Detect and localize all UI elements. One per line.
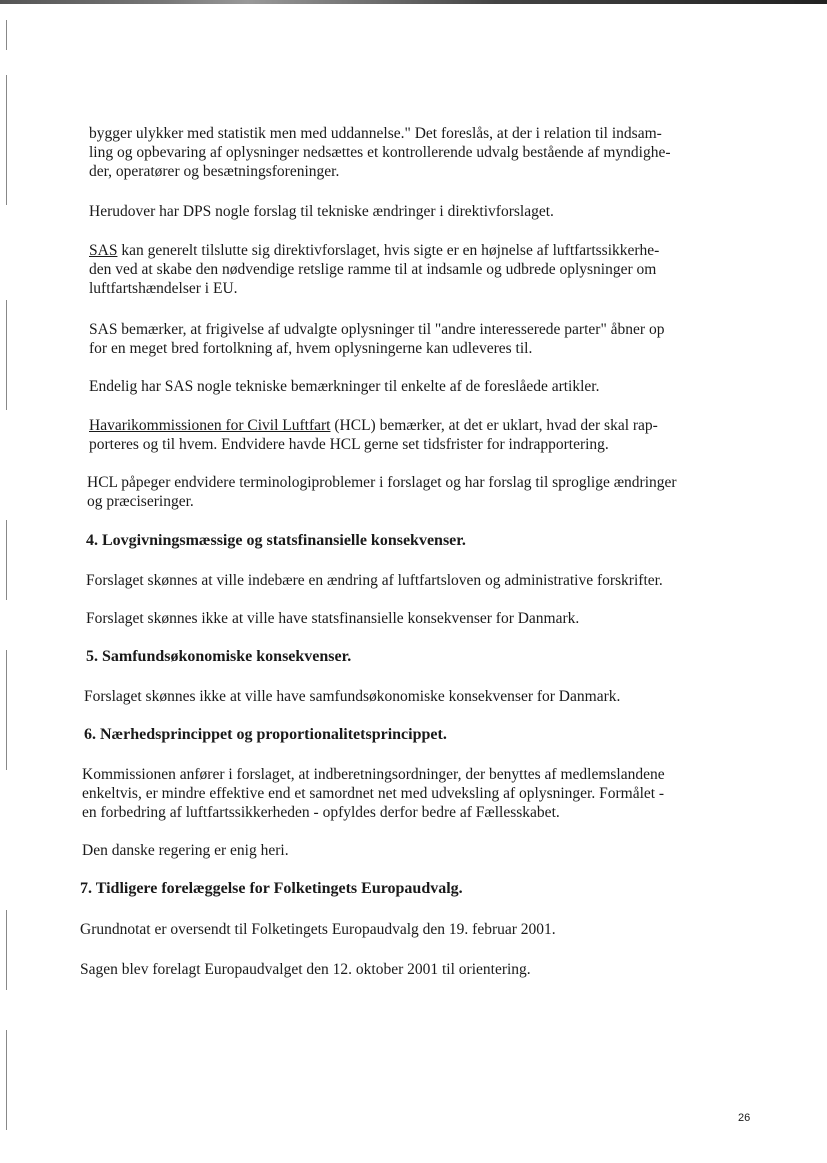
scan-edge-left-mark xyxy=(6,520,7,600)
scan-edge-left-mark xyxy=(6,1030,7,1130)
paragraph-line: Forslaget skønnes at ville indebære en ændring af luftfartsloven og administrative forskrifter. xyxy=(86,572,663,589)
scan-edge-left-mark xyxy=(6,650,7,770)
paragraph-line: der, operatører og besætningsforeninger. xyxy=(89,163,340,180)
sas-link[interactable]: SAS xyxy=(89,242,118,259)
paragraph-line: Herudover har DPS nogle forslag til tekniske ændringer i direktivforslaget. xyxy=(89,203,554,220)
scan-edge-top xyxy=(0,0,827,4)
page-number: 26 xyxy=(738,1112,751,1124)
paragraph-text: kan generelt tilslutte sig direktivforslaget, hvis sigte er en højnelse af luftfartssikkerhe- xyxy=(117,242,660,259)
paragraph-line: Endelig har SAS nogle tekniske bemærkninger til enkelte af de foreslåede artikler. xyxy=(89,378,600,395)
paragraph-line: bygger ulykker med statistik men med uddannelse." Det foreslås, at der i relation til indsam- xyxy=(89,125,662,142)
scan-edge-left-mark xyxy=(6,300,7,410)
scan-edge-left-mark xyxy=(6,910,7,990)
scan-edge-left-mark xyxy=(6,75,7,205)
paragraph-line: og præciseringer. xyxy=(87,493,194,510)
section-heading: 5. Samfundsøkonomiske konsekvenser. xyxy=(86,648,352,665)
paragraph-text: (HCL) bemærker, at det er uklart, hvad der skal rap- xyxy=(330,417,658,434)
paragraph-line: ling og opbevaring af oplysninger nedsættes et kontrollerende udvalg bestående af myndighe- xyxy=(89,144,671,161)
paragraph-line: Den danske regering er enig heri. xyxy=(82,842,289,859)
section-heading: 7. Tidligere forelæggelse for Folketingets Europaudvalg. xyxy=(80,880,463,897)
paragraph-line: den ved at skabe den nødvendige retslige ramme til at indsamle og udbrede oplysninger om xyxy=(89,261,657,278)
paragraph-line xyxy=(89,241,659,260)
paragraph-line: for en meget bred fortolkning af, hvem oplysningerne kan udleveres til. xyxy=(89,340,533,357)
paragraph-line xyxy=(89,416,658,435)
paragraph-line: Forslaget skønnes ikke at ville have statsfinansielle konsekvenser for Danmark. xyxy=(86,610,580,627)
section-heading: 4. Lovgivningsmæssige og statsfinansielle konsekvenser. xyxy=(86,532,466,549)
section-heading: 6. Nærhedsprincippet og proportionalitetsprincippet. xyxy=(84,726,447,743)
paragraph-line: Sagen blev forelagt Europaudvalget den 12. oktober 2001 til orientering. xyxy=(80,961,531,978)
paragraph-line: SAS bemærker, at frigivelse af udvalgte oplysninger til "andre interesserede parter" åbner op xyxy=(89,321,665,338)
paragraph-line: Kommissionen anfører i forslaget, at indberetningsordninger, der benyttes af medlemslandene xyxy=(82,766,665,783)
hcl-link[interactable]: Havarikommissionen for Civil Luftfart xyxy=(89,417,331,434)
scan-edge-left-mark xyxy=(6,20,7,50)
paragraph-line: HCL påpeger endvidere terminologiproblemer i forslaget og har forslag til sproglige ændringer xyxy=(87,474,677,491)
paragraph-line: enkeltvis, er mindre effektive end et samordnet net med udveksling af oplysninger. Formålet - xyxy=(82,785,665,802)
paragraph-line: Forslaget skønnes ikke at ville have samfundsøkonomiske konsekvenser for Danmark. xyxy=(84,688,621,705)
paragraph-line: porteres og til hvem. Endvidere havde HCL gerne set tidsfrister for indrapportering. xyxy=(89,436,609,453)
paragraph-line: en forbedring af luftfartssikkerheden - opfyldes derfor bedre af Fællesskabet. xyxy=(82,804,560,821)
paragraph-line: Grundnotat er oversendt til Folketingets Europaudvalg den 19. februar 2001. xyxy=(80,921,556,938)
paragraph-line: luftfartshændelser i EU. xyxy=(89,280,238,297)
